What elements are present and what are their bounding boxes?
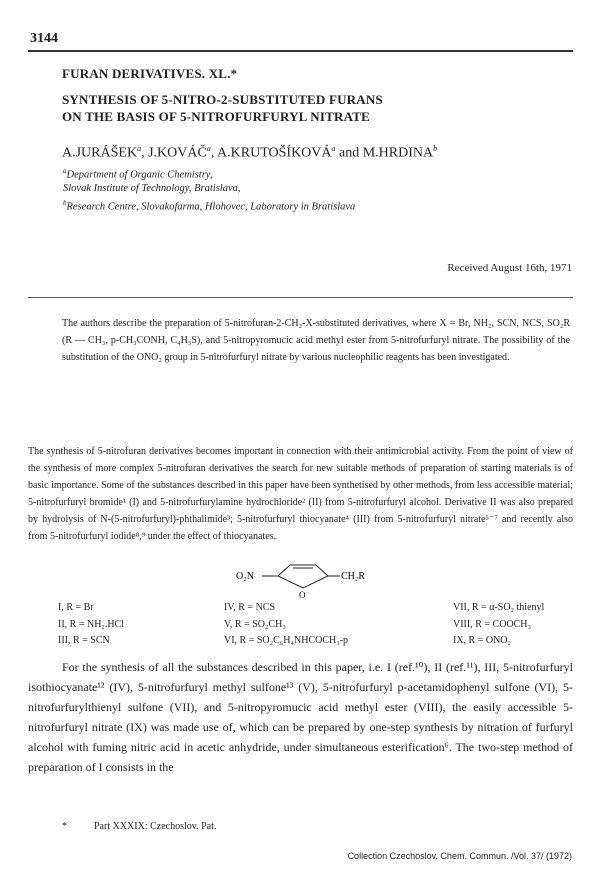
received-date: Received August 16th, 1971 bbox=[447, 262, 572, 274]
page-number: 3144 bbox=[30, 31, 58, 46]
affiliation-a-institute: Slovak Institute of Technology, Bratislava, bbox=[63, 183, 241, 194]
compound-entry: IX, R = ONO₂ bbox=[453, 635, 512, 646]
compound-column bbox=[58, 600, 124, 650]
author-affiliation-mark: a bbox=[206, 144, 211, 153]
furan-ring-structure bbox=[236, 563, 406, 603]
structure-right-group: CH₂R bbox=[341, 571, 366, 582]
author-separator: , bbox=[141, 145, 149, 161]
affiliation-a bbox=[63, 167, 213, 181]
author-name: M.HRDINA bbox=[362, 145, 434, 161]
compound-entry: IV, R = NCS bbox=[224, 602, 276, 613]
series-title: FURAN DERIVATIVES. XL.* bbox=[62, 66, 238, 81]
footnote bbox=[62, 821, 216, 832]
author-name: A.JURÁŠEK bbox=[62, 145, 138, 161]
journal-citation: Collection Czechoslov. Chem. Commun. /Vol. 37/ (1972) bbox=[347, 851, 572, 861]
author-list bbox=[62, 144, 437, 162]
footnote-text: Part XXXIX: Czechoslov. Pat. bbox=[94, 821, 217, 832]
body-paragraph: For the synthesis of all the substances described in this paper, i.e. I (ref.¹⁰), II (ref.¹¹), III, 5-nitrofurfuryl isothiocyanate¹² (IV), 5-nitrofurfuryl methyl sulfone¹³ (V), 5-nitrofurfuryl p-acetamidophenyl sulfone (VI), 5-nitrofurfurylthienyl sulfone (VII), and 5-nitropyromucic acid methyl ester (VIII), the easily accessible 5-nitrofurfuryl nitrate (IX) was made use of, which can be prepared by one-step synthesis by nitration of furfuryl alcohol with fuming nitric acid in acetic anhydride, under simultaneous esterification⁶. The two-step method of preparation of I consists in the bbox=[28, 660, 573, 774]
affiliation-mark: a bbox=[63, 167, 67, 175]
compound-entry: V, R = SO₂CH₃ bbox=[224, 618, 286, 630]
author-separator: , bbox=[210, 145, 218, 161]
author-name: J.KOVÁČ bbox=[148, 145, 207, 161]
author-separator: and bbox=[335, 145, 363, 161]
body-paragraph: The synthesis of 5-nitrofuran derivatives becomes important in connection with their antimicrobial activity. From the point of view of the synthesis of more complex 5-nitrofuran derivatives the search for new suitable methods of preparation of starting materials is of basic importance. Some of the substances described in this paper have been synthetised by other methods, from less accessible material; 5-nitrofurfuryl bromide¹ (I) and 5-nitrofurfurylamine hydrochloride² (II) from 5-nitrofurfuryl alcohol. Derivative II was also prepared by hydrolysis of N-(5-nitrofurfuryl)-phthalimide³; 5-nitrofurfuryl thiocyanate⁴ (III) from 5-nitrofurfuryl nitrate⁵⁻⁷ and recently also from 5-nitrofurfuryl iodide⁸,⁹ under the effect of thiocyanates. bbox=[28, 446, 573, 542]
affiliation-text: Department of Organic Chemistry, bbox=[66, 169, 213, 181]
affiliation-b bbox=[63, 199, 355, 213]
compound-entry: VI, R = SO₂C₆H₄NHCOCH₃-p bbox=[224, 635, 349, 646]
author-affiliation-mark: b bbox=[433, 144, 438, 153]
compound-entry: VIII, R = COOCH₃ bbox=[453, 618, 532, 630]
footnote-marker: * bbox=[62, 821, 67, 832]
author-affiliation-mark: a bbox=[137, 144, 142, 153]
ring-oxygen: O bbox=[299, 590, 306, 600]
affiliation-text: Research Centre, Slovakofarma, Hlohovec, Laboratory in Bratislava bbox=[66, 201, 356, 213]
paper-title-line1: SYNTHESIS OF 5-NITRO-2-SUBSTITUTED FURANS bbox=[62, 92, 383, 107]
abstract: The authors describe the preparation of 5-nitrofuran-2-CH₂-X-substituted derivatives, where X = Br, NH₂, SCN, NCS, SO₂R (R — CH₃, p-CH₃CONH, C₄H₃S), and 5-nitropyromucic acid methyl ester from 5-nitrofurfuryl nitrate. The possibility of the substitution of the ONO₂ group in 5-nitrofurfuryl nitrate by various nucleophilic reagents has been investigated. bbox=[62, 318, 570, 363]
compound-entry: I, R = Br bbox=[58, 602, 94, 613]
header-rule bbox=[28, 50, 573, 52]
abstract-rule bbox=[28, 297, 573, 298]
compound-entry: II, R = NH₂.HCl bbox=[58, 618, 125, 630]
compound-entry: VII, R = α-SO₂ thienyl bbox=[453, 602, 545, 613]
compound-column bbox=[453, 600, 544, 650]
structure-left-group: O₂N bbox=[236, 571, 254, 582]
compound-column bbox=[224, 600, 348, 650]
author-name: A.KRUTOŠÍKOVÁ bbox=[217, 145, 332, 161]
affiliation-mark: b bbox=[63, 199, 67, 207]
paper-title-line2: ON THE BASIS OF 5-NITROFURFURYL NITRATE bbox=[62, 109, 370, 124]
author-affiliation-mark: a bbox=[331, 144, 336, 153]
compound-entry: III, R = SCN bbox=[58, 635, 110, 646]
